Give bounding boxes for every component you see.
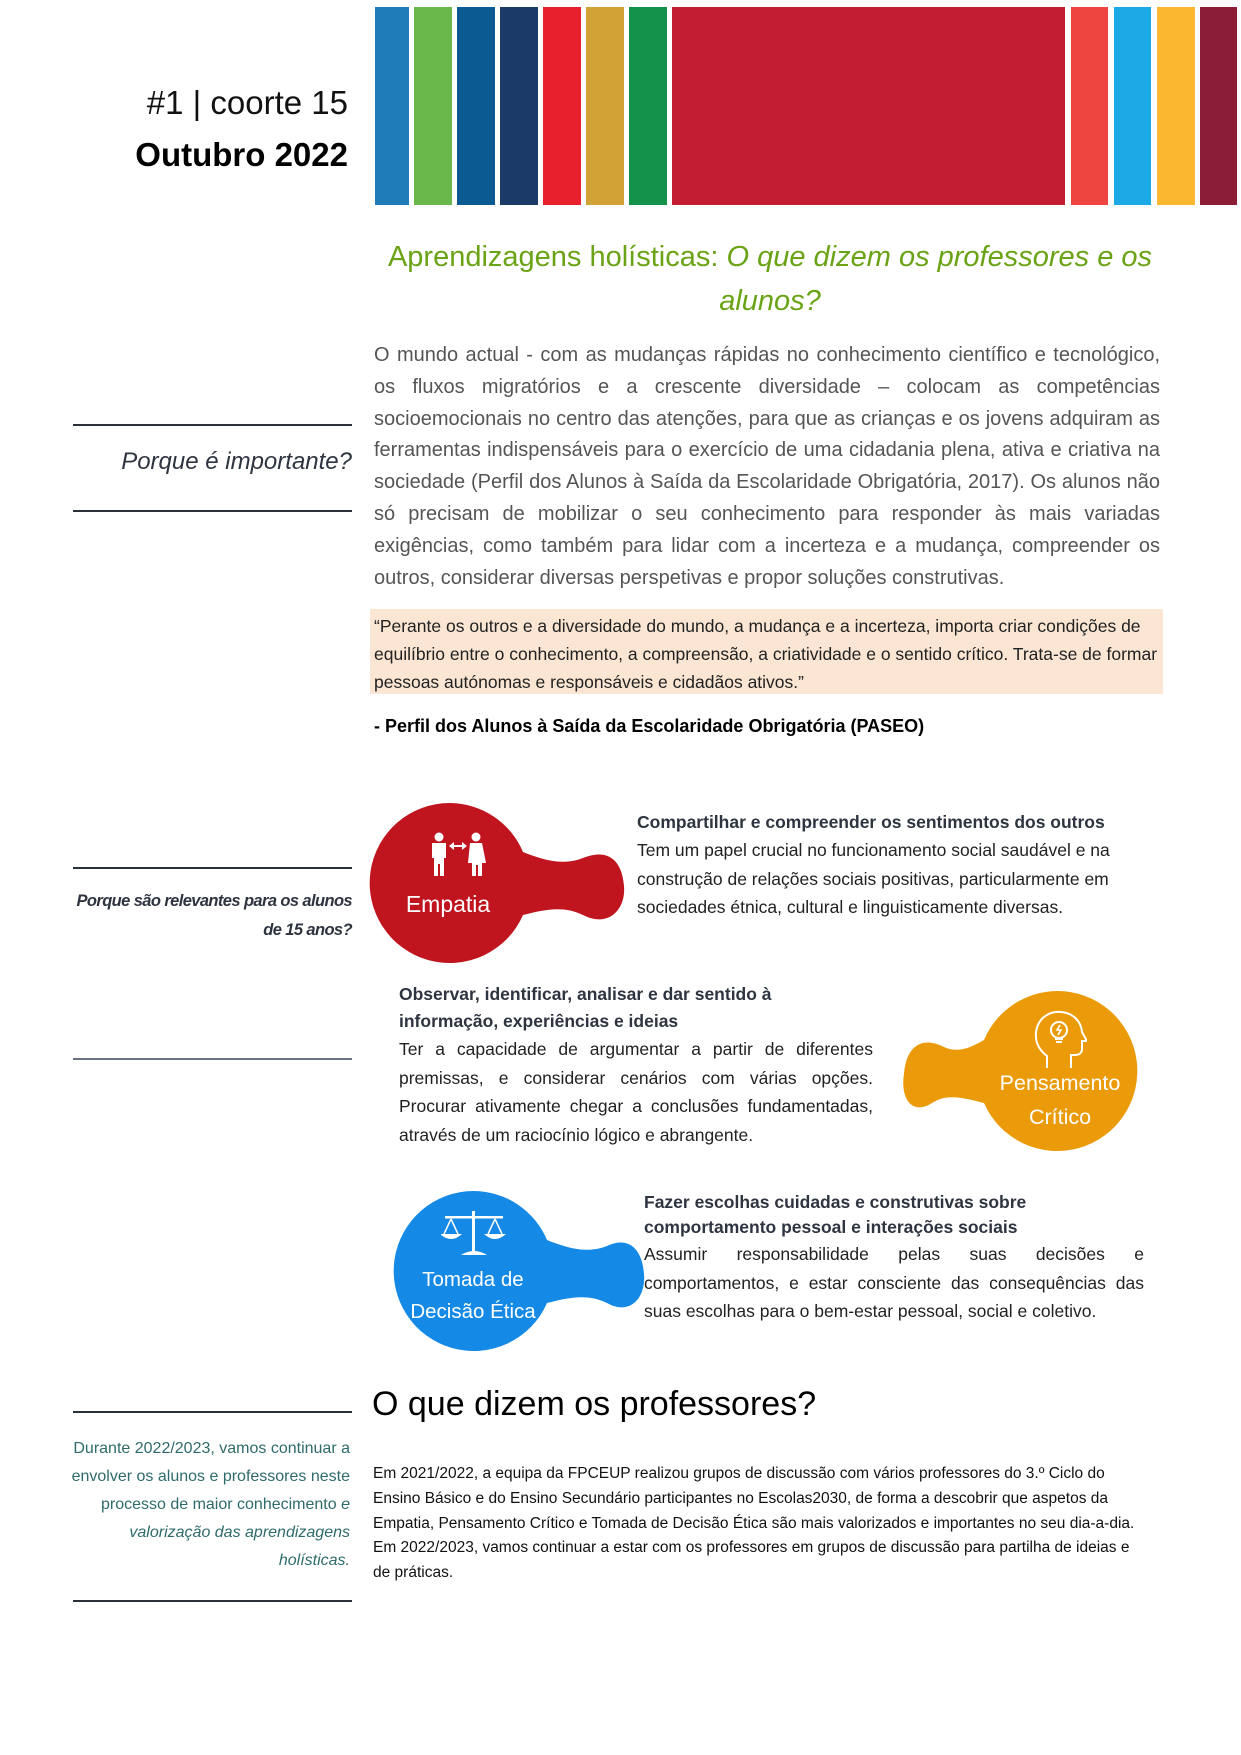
decisao-body: Assumir responsabilidade pelas suas decisões e comportamentos, e estar consciente das consequências das suas escolhas para o bem-estar pessoal, social e coletivo. <box>644 1244 1144 1321</box>
sdg-bar <box>414 7 452 205</box>
pensamento-label-line1: Pensamento <box>999 1071 1121 1095</box>
issue-number: #1 | coorte 15 <box>146 84 348 121</box>
sdg-bar <box>375 7 409 205</box>
decisao-label-line1: Tomada de <box>422 1268 524 1291</box>
divider <box>73 424 352 426</box>
issue-date: Outubro 2022 <box>135 136 348 173</box>
people-exchange-icon <box>428 832 488 877</box>
empatia-heading: Compartilhar e compreender os sentimentos dos outros <box>637 812 1105 832</box>
sdg-bar <box>586 7 624 205</box>
title-normal: Aprendizagens holísticas: <box>387 241 727 273</box>
sidebar-note-italic: e valorização das aprendizagens holísticas. <box>129 1496 350 1569</box>
intro-paragraph: O mundo actual - com as mudanças rápidas no conhecimento científico e tecnológico, os fluxos migratórios e a crescente diversidade – colocam as competências socioemocionais no centro das atenções, para que as crianças e os jovens adquiram as ferramentas indispensáveis para o exercício de uma cidadania plena, ativa e criativa na sociedade (Perfil dos Alunos à Saída da Escolaridade Obrigatória, 2017). Os alunos não só precisam de mobilizar o seu conhecimento para responder às mais variadas exigências, como também para lidar com a incerteza e a mudança, compreender os outros, considerar diversas perspetivas e propor soluções construtivas. <box>374 344 1160 589</box>
teachers-heading: O que dizem os professores? <box>372 1385 817 1423</box>
decisao-heading: Fazer escolhas cuidadas e construtivas sobre comportamento pessoal e interações sociais <box>644 1192 1027 1237</box>
sdg-bar-wide <box>672 7 1065 205</box>
empatia-card <box>637 809 1137 922</box>
pensamento-heading: Observar, identificar, analisar e dar sentido à informação, experiências e ideias <box>399 984 772 1031</box>
decisao-label <box>398 1264 548 1328</box>
empatia-label: Empatia <box>405 891 491 917</box>
teachers-paragraph: Em 2021/2022, a equipa da FPCEUP realizou grupos de discussão com vários professores do 3.º Ciclo do Ensino Básico e do Ensino Secundário participantes no Escolas2030, de forma a descobrir que aspetos da Empatia, Pensamento Crítico e Tomada de Decisão Ética são mais valorizados e importantes no seu dia-a-dia. Em 2022/2023, vamos continuar a estar com os professores em grupos de discussão para partilha de ideias e de práticas. <box>373 1465 1135 1582</box>
sidebar-question-importance: Porque é importante? <box>121 448 352 475</box>
quote-citation: - Perfil dos Alunos à Saída da Escolaridade Obrigatória (PASEO) <box>374 716 925 736</box>
sdg-bar <box>1071 7 1108 205</box>
quote-box: “Perante os outros e a diversidade do mundo, a mudança e a incerteza, importa criar condições de equilíbrio entre o conhecimento, a compreensão, a criatividade e o sentido crítico. Trata-se de formar pessoas autónomas e responsáveis e cidadãos ativos.” <box>370 609 1163 694</box>
sidebar-note-text: Durante 2022/2023, vamos continuar a envolver os alunos e professores neste processo de maior conhecimento <box>71 1440 350 1513</box>
divider <box>73 867 352 869</box>
decisao-label-line2: Decisão Ética <box>410 1300 536 1323</box>
sidebar-note <box>60 1435 350 1575</box>
sidebar-question-relevance: Porque são relevantes para os alunos de 15 anos? <box>76 892 352 939</box>
sdg-bar <box>1157 7 1195 205</box>
page-title <box>370 235 1170 323</box>
head-lightbulb-icon <box>1033 1010 1087 1070</box>
divider <box>73 1600 352 1602</box>
divider <box>73 510 352 512</box>
pensamento-body: Ter a capacidade de argumentar a partir de diferentes premissas, e considerar cenários com várias opções. Procurar ativamente chegar a conclusões fundamentadas, através de um raciocínio lógico e abrangente. <box>399 1039 873 1145</box>
sdg-bar <box>543 7 581 205</box>
sdg-bar <box>1200 7 1237 205</box>
divider <box>73 1411 352 1413</box>
title-italic: O que dizem os professores e os alunos? <box>719 241 1153 317</box>
sdg-bar <box>1114 7 1151 205</box>
sdg-bar <box>629 7 667 205</box>
sdg-bar <box>500 7 538 205</box>
pensamento-label <box>985 1066 1135 1134</box>
empatia-body: Tem um papel crucial no funcionamento social saudável e na construção de relações sociais positivas, particularmente em sociedades étnica, cultural e linguisticamente diversas. <box>637 840 1110 917</box>
scales-icon <box>441 1209 507 1259</box>
pensamento-label-line2: Crítico <box>1028 1105 1092 1129</box>
empatia-blob <box>368 800 628 966</box>
sdg-bar <box>457 7 495 205</box>
divider <box>73 1058 352 1060</box>
pensamento-card <box>399 981 873 1149</box>
decisao-card <box>644 1190 1144 1326</box>
